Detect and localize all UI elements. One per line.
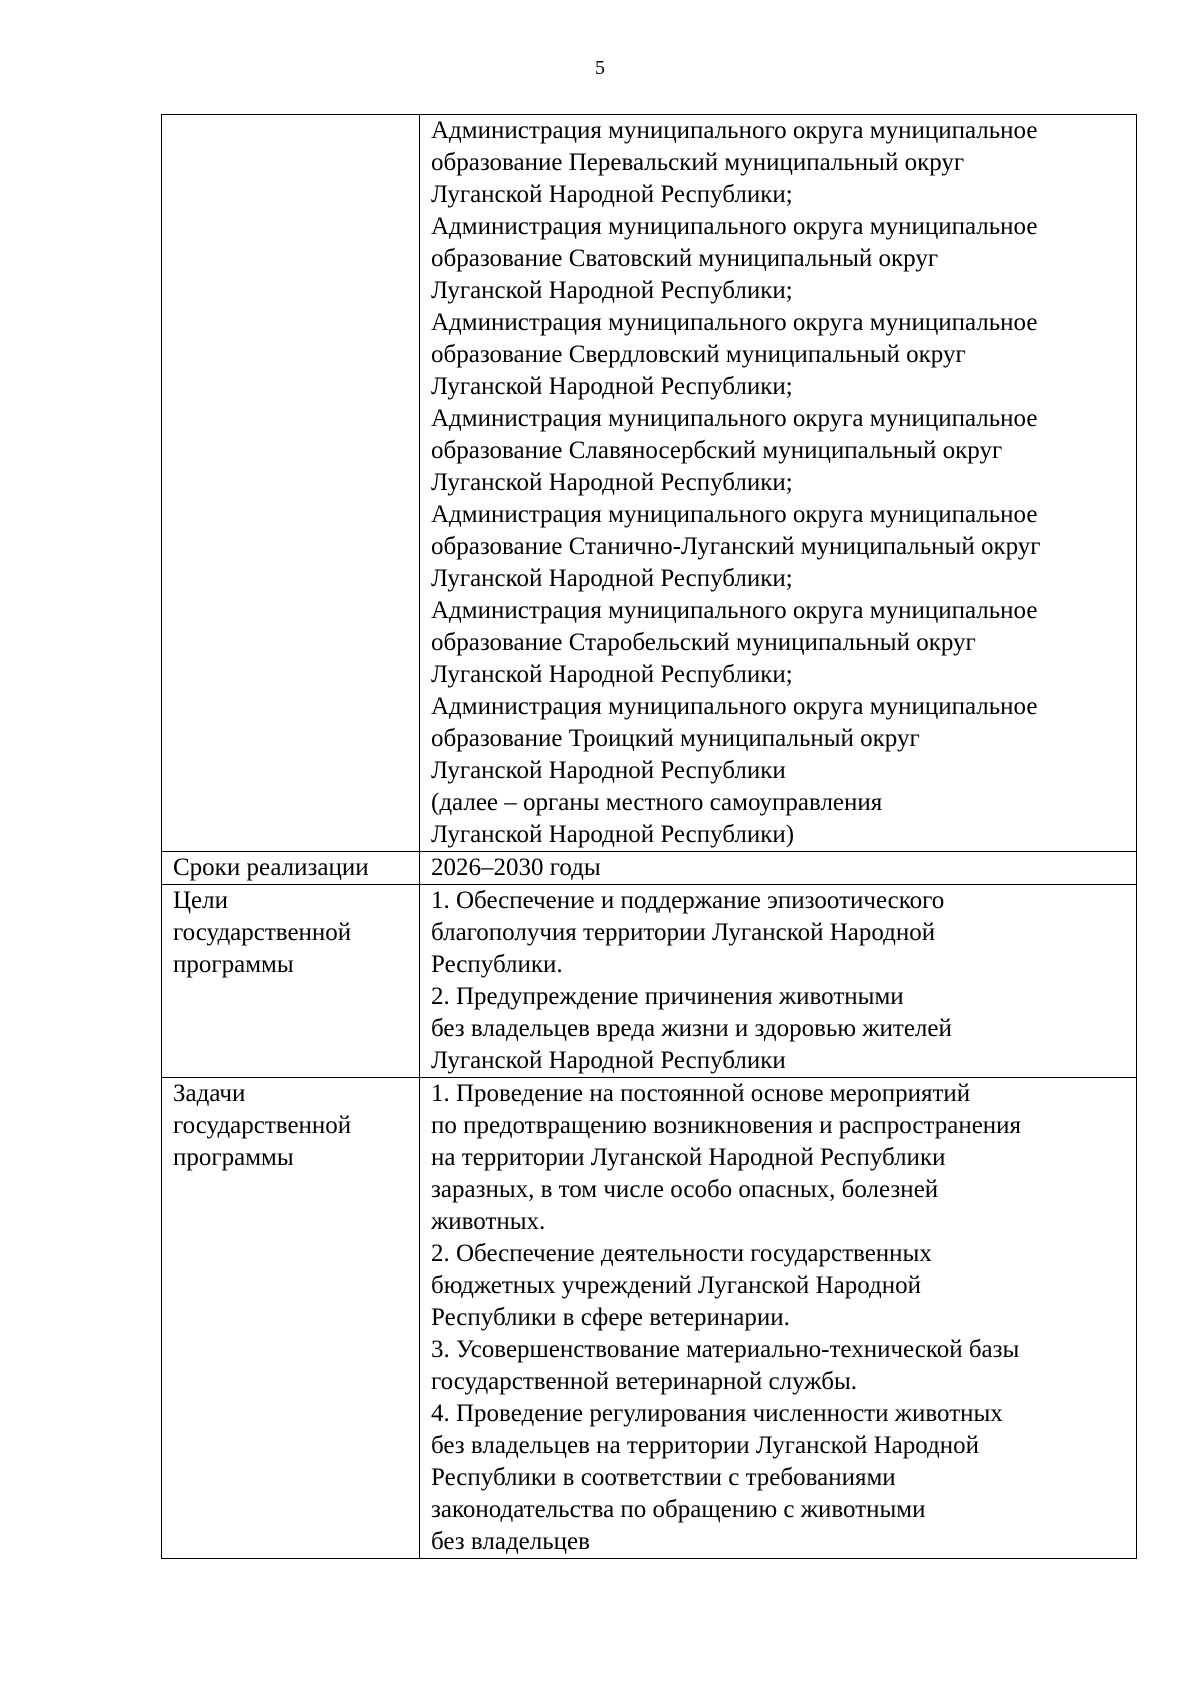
row-value-line: без владельцев xyxy=(431,1528,590,1555)
row-value-line: Луганской Народной Республики xyxy=(431,1047,786,1074)
row-value-line: 2. Предупреждение причинения животными xyxy=(431,983,904,1010)
row-value-line: (далее – органы местного самоуправления xyxy=(431,789,883,816)
row-value-line: благополучия территории Луганской Народной xyxy=(431,919,936,946)
row-value-line: образование Перевальский муниципальный округ xyxy=(431,149,965,176)
row-label-cell xyxy=(162,885,420,1078)
row-value-line: Администрация муниципального округа муниципальное xyxy=(431,117,1038,144)
row-value-line: Администрация муниципального округа муниципальное xyxy=(431,501,1038,528)
row-label-line: Задачи xyxy=(173,1080,246,1107)
row-value-line: Луганской Народной Республики; xyxy=(431,469,793,496)
row-value-line: Луганской Народной Республики; xyxy=(431,277,793,304)
row-value-line: Администрация муниципального округа муниципальное xyxy=(431,213,1038,240)
row-value-cell xyxy=(420,885,1137,1078)
row-value-line: заразных, в том числе особо опасных, болезней xyxy=(431,1176,939,1203)
row-value-line: по предотвращению возникновения и распространения xyxy=(431,1112,1022,1139)
row-value-line: 1. Проведение на постоянной основе мероприятий xyxy=(431,1080,971,1107)
row-label-line: государственной xyxy=(173,1112,352,1139)
program-passport-table xyxy=(161,114,1137,1559)
row-label-line: программы xyxy=(173,951,294,978)
row-value-line: Республики в соответствии с требованиями xyxy=(431,1464,896,1491)
table-row xyxy=(162,852,1137,885)
row-value-line: 1. Обеспечение и поддержание эпизоотического xyxy=(431,887,945,914)
row-value-line: 2026–2030 годы xyxy=(431,854,601,881)
row-value-line: бюджетных учреждений Луганской Народной xyxy=(431,1272,921,1299)
row-value-line: образование Троицкий муниципальный округ xyxy=(431,725,920,752)
table-row xyxy=(162,115,1137,852)
row-value-line: 2. Обеспечение деятельности государственных xyxy=(431,1240,932,1267)
row-label-cell xyxy=(162,852,420,885)
row-value-line: Администрация муниципального округа муниципальное xyxy=(431,405,1038,432)
row-value-line: образование Старобельский муниципальный округ xyxy=(431,629,976,656)
row-value-line: Луганской Народной Республики; xyxy=(431,565,793,592)
row-value-line: Администрация муниципального округа муниципальное xyxy=(431,693,1038,720)
row-label-line: государственной xyxy=(173,919,352,946)
row-value-line: Луганской Народной Республики; xyxy=(431,661,793,688)
row-value-line: образование Станично-Луганский муниципальный округ xyxy=(431,533,1041,560)
row-value-line: Луганской Народной Республики; xyxy=(431,373,793,400)
row-value-line: Луганской Народной Республики) xyxy=(431,821,795,848)
row-value-line: образование Свердловский муниципальный округ xyxy=(431,341,966,368)
row-value-line: Луганской Народной Республики; xyxy=(431,181,793,208)
row-value-line: Луганской Народной Республики xyxy=(431,757,786,784)
row-value-line: на территории Луганской Народной Республики xyxy=(431,1144,946,1171)
row-label-line: Цели xyxy=(173,887,229,914)
row-label-line: программы xyxy=(173,1144,294,1171)
row-value-line: Администрация муниципального округа муниципальное xyxy=(431,309,1038,336)
row-value-line: животных. xyxy=(431,1208,546,1235)
page-number: 5 xyxy=(595,57,605,79)
row-value-line: законодательства по обращению с животными xyxy=(431,1496,926,1523)
row-value-line: Республики в сфере ветеринарии. xyxy=(431,1304,790,1331)
row-value-line: образование Славяносербский муниципальный округ xyxy=(431,437,1003,464)
row-value-line: Администрация муниципального округа муниципальное xyxy=(431,597,1038,624)
table-row xyxy=(162,885,1137,1078)
row-value-cell xyxy=(420,852,1137,885)
row-label-line: Сроки реализации xyxy=(173,854,369,881)
table-row xyxy=(162,1078,1137,1559)
row-label-cell xyxy=(162,1078,420,1559)
row-value-line: 4. Проведение регулирования численности животных xyxy=(431,1400,1003,1427)
row-label-cell xyxy=(162,115,420,852)
row-value-cell xyxy=(420,1078,1137,1559)
row-value-line: Республики. xyxy=(431,951,563,978)
row-value-line: 3. Усовершенствование материально-технической базы xyxy=(431,1336,1020,1363)
row-value-line: государственной ветеринарной службы. xyxy=(431,1368,858,1395)
row-value-line: образование Сватовский муниципальный округ xyxy=(431,245,939,272)
table-body xyxy=(162,115,1137,1559)
row-value-cell xyxy=(420,115,1137,852)
row-value-line: без владельцев на территории Луганской Народной xyxy=(431,1432,979,1459)
row-value-line: без владельцев вреда жизни и здоровью жителей xyxy=(431,1015,952,1042)
